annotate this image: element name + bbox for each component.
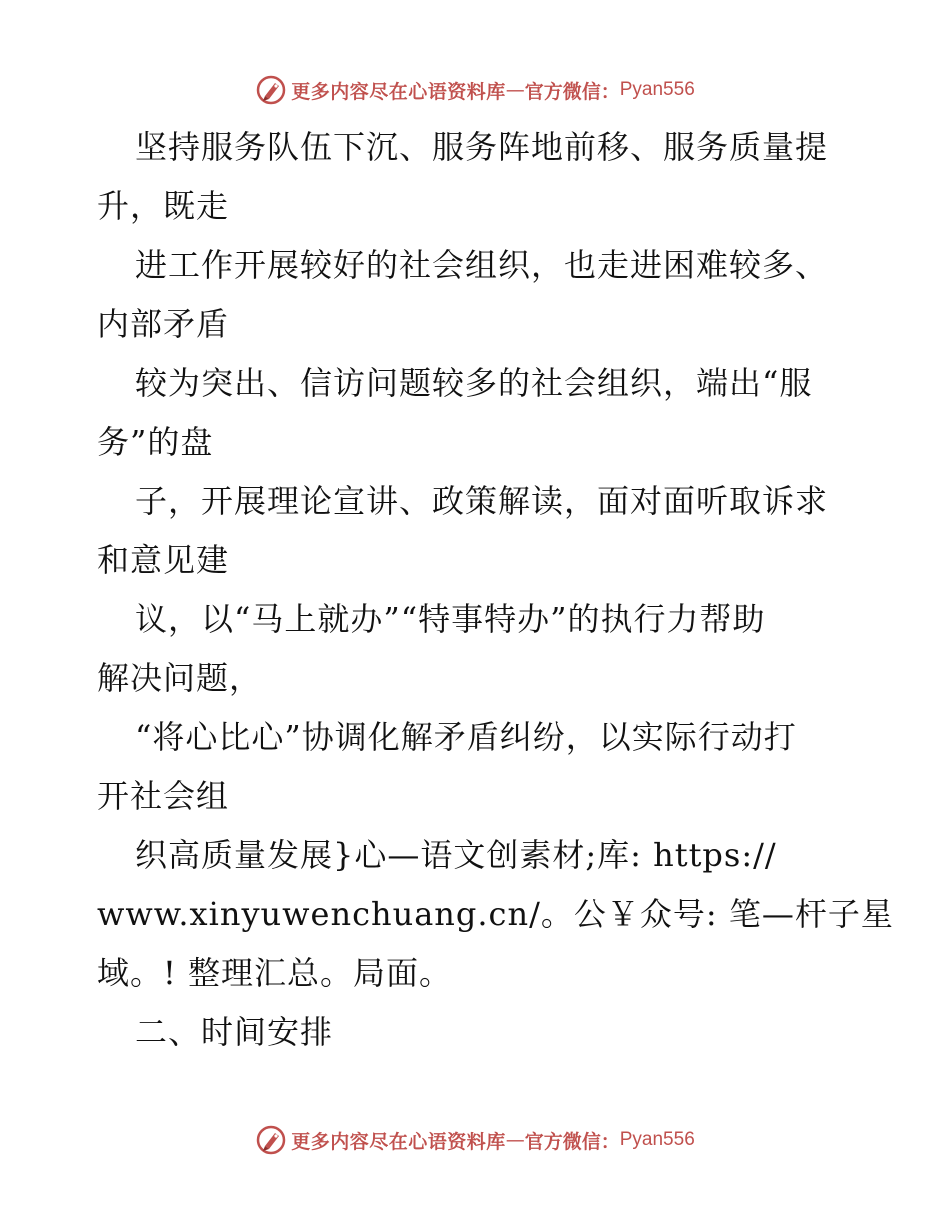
watermark-wechat-label: 官方微信： <box>524 80 620 103</box>
watermark-brand: 更多内容尽在心语资料库 <box>291 80 506 103</box>
text-line: 议，以“马上就办”“特事特办”的执行力帮助 <box>135 600 766 638</box>
text-line: 解决问题， <box>97 659 263 697</box>
text-line: 务”的盘 <box>97 423 214 461</box>
text-line: 和意见建 <box>97 541 230 579</box>
watermark-separator: — <box>505 1129 525 1151</box>
text-line: 内部矛盾 <box>97 305 230 343</box>
watermark-account: Pyan556 <box>619 79 695 100</box>
watermark-account: Pyan556 <box>619 1129 695 1150</box>
text-line: 进工作开展较好的社会组织，也走进困难较多、 <box>135 246 829 284</box>
text-line: 域。! 整理汇总。局面。 <box>97 954 453 992</box>
text-line: 升，既走 <box>97 187 230 225</box>
header-watermark <box>0 70 950 110</box>
document-body <box>97 118 894 1062</box>
text-line: 子，开展理论宣讲、政策解读，面对面听取诉求 <box>135 482 829 520</box>
text-line: 二、时间安排 <box>135 1013 334 1051</box>
pen-nib-logo-icon <box>255 74 287 106</box>
text-line: “将心比心”协调化解矛盾纠纷，以实际行动打 <box>135 718 797 756</box>
text-line: 开社会组 <box>97 777 230 815</box>
watermark-separator: — <box>505 79 525 101</box>
text-line: www.xinyuwenchuang.cn/。公￥众号: 笔—杆子星 <box>97 895 894 933</box>
text-line: 坚持服务队伍下沉、服务阵地前移、服务质量提 <box>135 128 829 166</box>
footer-watermark <box>0 1120 950 1160</box>
pen-nib-logo-icon <box>255 1124 287 1156</box>
text-line: 较为突出、信访问题较多的社会组织，端出“服 <box>135 364 813 402</box>
text-line: 织高质量发展}心—语文创素材;库: https:// <box>135 836 777 874</box>
watermark-wechat-label: 官方微信： <box>524 1130 620 1153</box>
watermark-brand: 更多内容尽在心语资料库 <box>291 1130 506 1153</box>
